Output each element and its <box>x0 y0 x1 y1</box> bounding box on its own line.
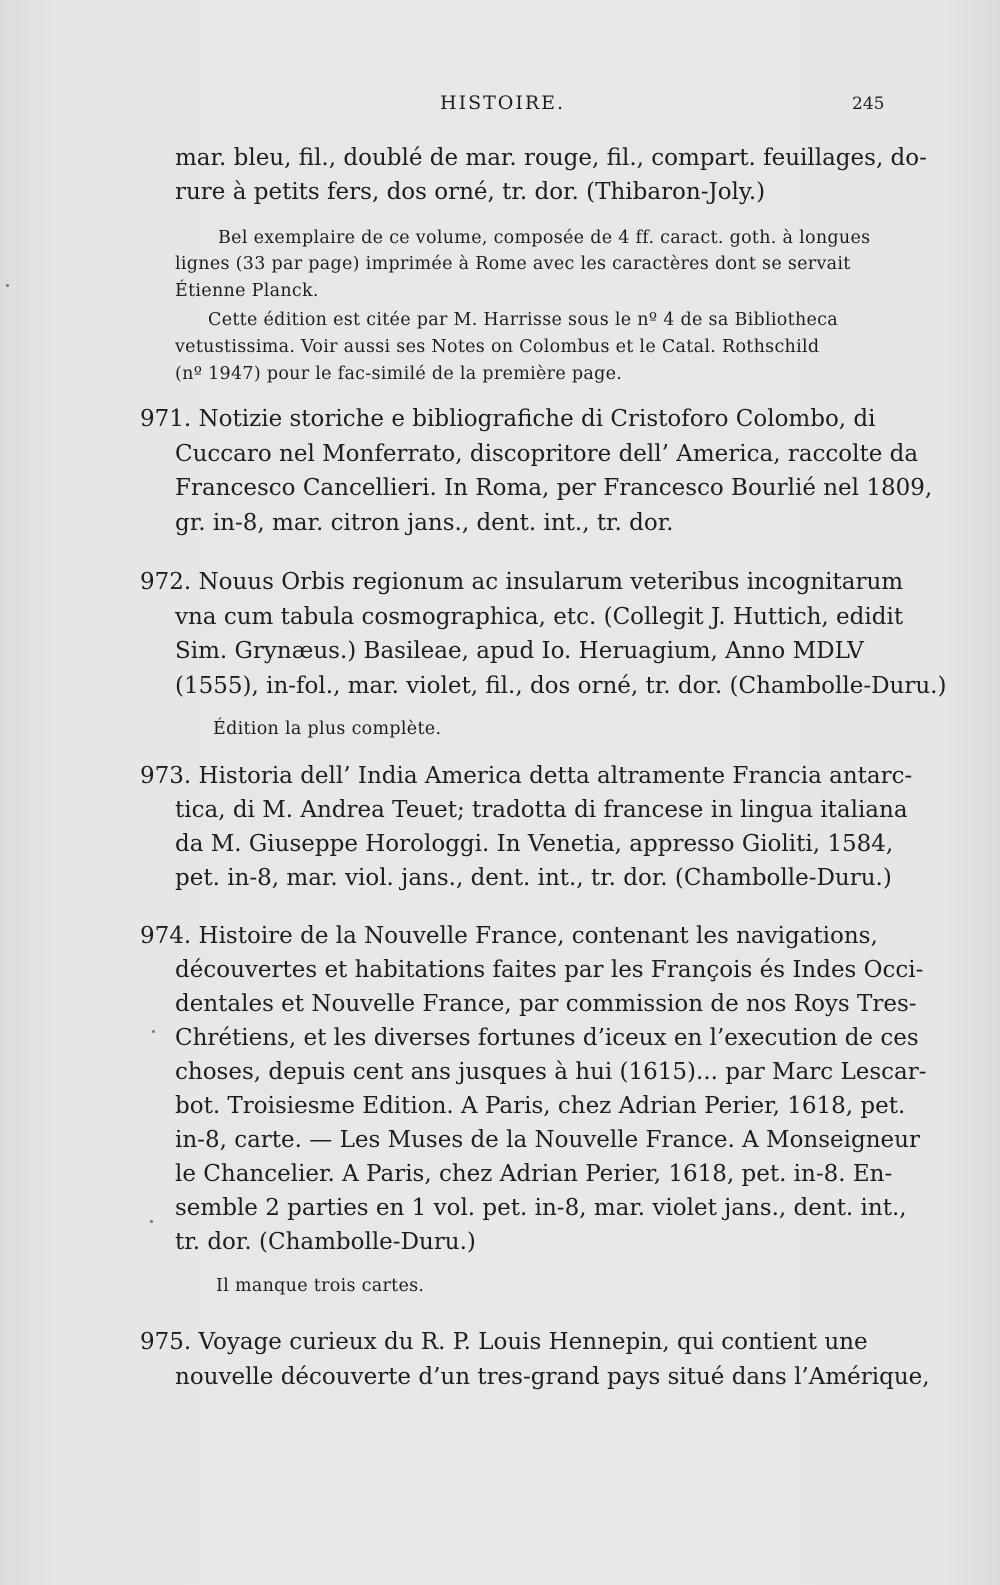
note-line: Étienne Planck. <box>175 281 319 301</box>
note-line: Il manque trois cartes. <box>216 1276 425 1296</box>
entry-975-line: nouvelle découverte d’un tres-grand pays situé dans l’Amérique, <box>175 1364 930 1390</box>
paper-speck <box>150 1220 153 1223</box>
entry-971-line: gr. in-8, mar. citron jans., dent. int., tr. dor. <box>175 510 674 536</box>
page-number: 245 <box>852 94 885 114</box>
entry-974-line: découvertes et habitations faites par les François és Indes Occi- <box>175 957 924 983</box>
entry-974-line: le Chancelier. A Paris, chez Adrian Perier, 1618, pet. in-8. En- <box>175 1161 893 1187</box>
paper-speck <box>6 284 9 287</box>
entry-971-line: Cuccaro nel Monferrato, discopritore dell’ America, raccolte da <box>175 441 919 467</box>
entry-972-line: Sim. Grynæus.) Basileae, apud Io. Heruagium, Anno MDLV <box>175 638 864 664</box>
entry-975-line: 975. Voyage curieux du R. P. Louis Hennepin, qui contient une <box>140 1329 868 1355</box>
entry-973-line: tica, di M. Andrea Teuet; tradotta di francese in lingua italiana <box>175 797 908 823</box>
page-header <box>0 92 1000 122</box>
running-title: HISTOIRE. <box>440 92 566 114</box>
text-line: rure à petits fers, dos orné, tr. dor. (Thibaron-Joly.) <box>175 179 766 205</box>
note-line: Cette édition est citée par M. Harrisse sous le nº 4 de sa Bibliotheca <box>208 310 839 330</box>
paper-speck <box>152 1030 155 1033</box>
entry-973-line: da M. Giuseppe Horologgi. In Venetia, appresso Gioliti, 1584, <box>175 831 894 857</box>
entry-974-line: 974. Histoire de la Nouvelle France, contenant les navigations, <box>140 923 878 949</box>
entry-973-line: 973. Historia dell’ India America detta altramente Francia antarc- <box>140 763 913 789</box>
note-line: Édition la plus complète. <box>213 719 442 739</box>
note-line: Bel exemplaire de ce volume, composée de 4 ff. caract. goth. à longues <box>218 228 871 248</box>
note-line: (nº 1947) pour le fac-similé de la première page. <box>175 364 623 384</box>
entry-972-line: vna cum tabula cosmographica, etc. (Collegit J. Huttich, edidit <box>175 604 904 630</box>
entry-971-line: 971. Notizie storiche e bibliografiche di Cristoforo Colombo, di <box>140 406 876 432</box>
note-line: vetustissima. Voir aussi ses Notes on Colombus et le Catal. Rothschild <box>175 337 820 357</box>
entry-974-line: bot. Troisiesme Edition. A Paris, chez Adrian Perier, 1618, pet. <box>175 1093 906 1119</box>
entry-974-line: semble 2 parties en 1 vol. pet. in-8, mar. violet jans., dent. int., <box>175 1195 907 1221</box>
note-line: lignes (33 par page) imprimée à Rome avec les caractères dont se servait <box>175 254 851 274</box>
text-line: mar. bleu, fil., doublé de mar. rouge, fil., compart. feuillages, do- <box>175 145 927 171</box>
entry-974-line: in-8, carte. — Les Muses de la Nouvelle France. A Monseigneur <box>175 1127 920 1153</box>
entry-974-line: dentales et Nouvelle France, par commission de nos Roys Tres- <box>175 991 917 1017</box>
entry-974-line: choses, depuis cent ans jusques à hui (1615)... par Marc Lescar- <box>175 1059 927 1085</box>
entry-973-line: pet. in-8, mar. viol. jans., dent. int., tr. dor. (Chambolle-Duru.) <box>175 865 892 891</box>
entry-974-line: tr. dor. (Chambolle-Duru.) <box>175 1229 476 1255</box>
entry-971-line: Francesco Cancellieri. In Roma, per Francesco Bourlié nel 1809, <box>175 475 933 501</box>
entry-974-line: Chrétiens, et les diverses fortunes d’iceux en l’execution de ces <box>175 1025 919 1051</box>
entry-972-line: 972. Nouus Orbis regionum ac insularum veteribus incognitarum <box>140 569 904 595</box>
entry-972-line: (1555), in-fol., mar. violet, fil., dos orné, tr. dor. (Chambolle-Duru.) <box>175 673 947 699</box>
